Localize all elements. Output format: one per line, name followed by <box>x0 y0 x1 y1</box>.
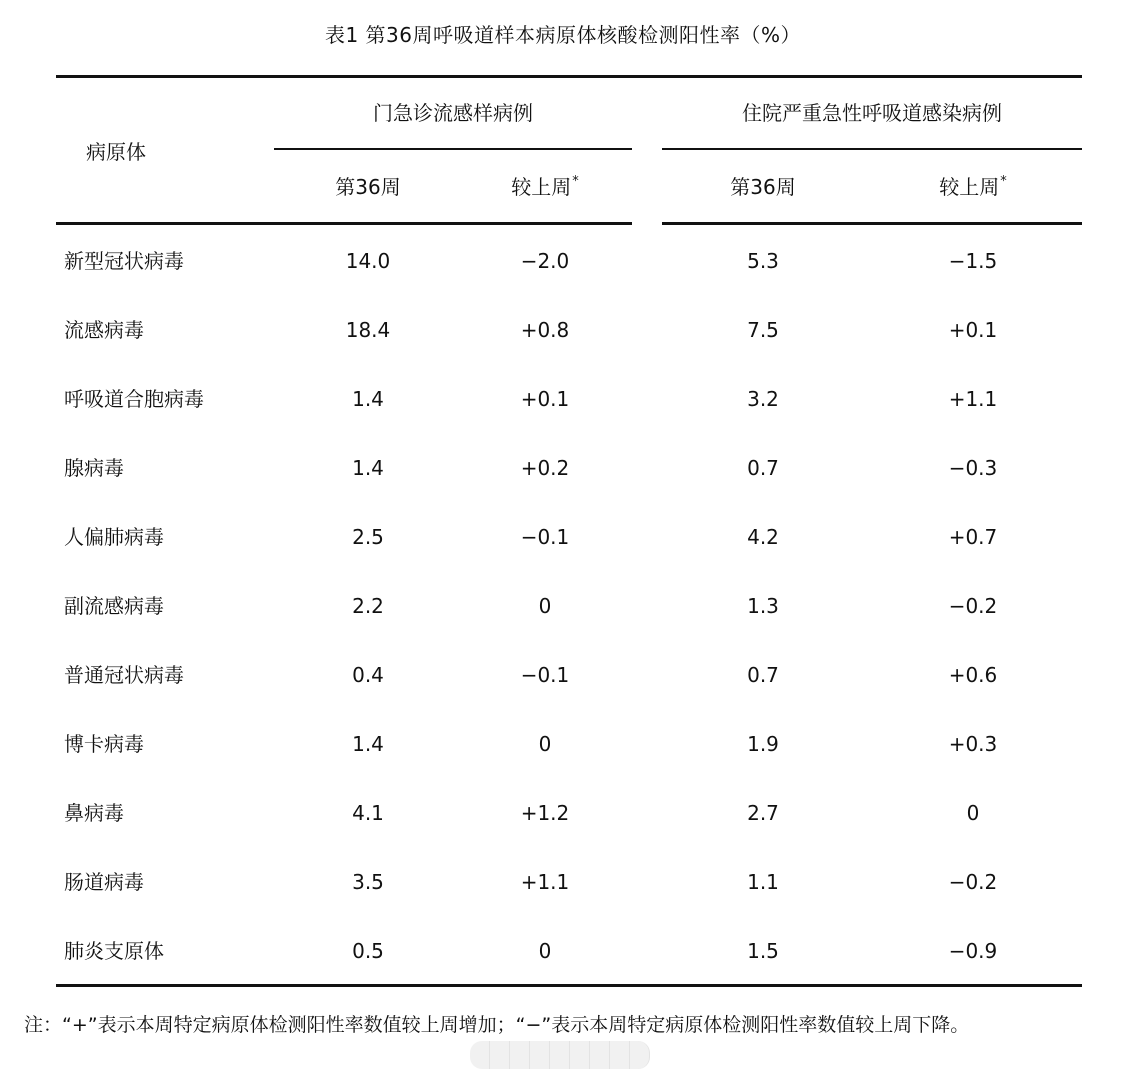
row-op-change-value: +1.2 <box>520 801 570 825</box>
row-ip-change-value: −1.5 <box>948 249 998 273</box>
header-ip-change-label: 较上周 <box>939 175 1000 199</box>
row-ip-change-value: +0.6 <box>948 663 998 687</box>
row-op-week-value: 1.4 <box>352 387 384 411</box>
watermark-strip <box>470 1040 660 1070</box>
header-group-inpatient: 住院严重急性呼吸道感染病例 <box>742 101 1002 125</box>
header-op-week: 第36周 <box>335 175 401 199</box>
table-bottom-rule <box>56 984 1082 987</box>
row-op-week-value: 3.5 <box>352 870 384 894</box>
header-pathogen: 病原体 <box>86 140 146 164</box>
row-op-week-value: 2.2 <box>352 594 384 618</box>
row-pathogen-name: 副流感病毒 <box>64 594 164 618</box>
row-op-change-value: 0 <box>538 594 552 618</box>
header-ip-week: 第36周 <box>730 175 796 199</box>
row-ip-week-value: 1.3 <box>747 594 779 618</box>
row-op-week-value: 0.4 <box>352 663 384 687</box>
row-ip-change-value: +1.1 <box>948 387 998 411</box>
header-op-change <box>485 172 605 202</box>
row-ip-week-value: 3.2 <box>747 387 779 411</box>
row-ip-change-value: +0.3 <box>948 732 998 756</box>
watermark-segment <box>470 1041 490 1069</box>
row-op-week-value: 18.4 <box>345 318 391 342</box>
header-op-change-label: 较上周 <box>511 175 572 199</box>
row-ip-week-value: 1.9 <box>747 732 779 756</box>
row-ip-change-value: 0 <box>966 801 980 825</box>
row-ip-week-value: 5.3 <box>747 249 779 273</box>
row-op-week-value: 2.5 <box>352 525 384 549</box>
row-pathogen-name: 腺病毒 <box>64 456 124 480</box>
watermark-segment <box>570 1041 590 1069</box>
row-ip-week-value: 2.7 <box>747 801 779 825</box>
row-op-change-value: +1.1 <box>520 870 570 894</box>
watermark-segment <box>530 1041 550 1069</box>
row-op-week-value: 14.0 <box>345 249 391 273</box>
header-op-change-mark: * <box>572 174 579 189</box>
row-op-change-value: −2.0 <box>520 249 570 273</box>
row-ip-change-value: +0.1 <box>948 318 998 342</box>
row-ip-change-value: +0.7 <box>948 525 998 549</box>
watermark-segment <box>490 1041 510 1069</box>
watermark-segment <box>630 1041 650 1069</box>
row-pathogen-name: 鼻病毒 <box>64 801 124 825</box>
table-title: 表1 第36周呼吸道样本病原体核酸检测阳性率（%） <box>324 23 802 47</box>
row-op-change-value: −0.1 <box>520 525 570 549</box>
row-op-week-value: 1.4 <box>352 732 384 756</box>
row-ip-week-value: 4.2 <box>747 525 779 549</box>
row-op-change-value: +0.8 <box>520 318 570 342</box>
group-outpatient-rule <box>274 148 632 150</box>
watermark-segment <box>550 1041 570 1069</box>
row-pathogen-name: 肺炎支原体 <box>64 939 164 963</box>
row-pathogen-name: 肠道病毒 <box>64 870 144 894</box>
row-op-week-value: 1.4 <box>352 456 384 480</box>
watermark-segment <box>510 1041 530 1069</box>
row-ip-week-value: 0.7 <box>747 456 779 480</box>
watermark-segment <box>610 1041 630 1069</box>
row-pathogen-name: 呼吸道合胞病毒 <box>64 387 204 411</box>
row-op-change-value: 0 <box>538 939 552 963</box>
row-ip-change-value: −0.3 <box>948 456 998 480</box>
row-ip-change-value: −0.2 <box>948 870 998 894</box>
row-ip-change-value: −0.9 <box>948 939 998 963</box>
row-ip-week-value: 0.7 <box>747 663 779 687</box>
row-ip-week-value: 1.1 <box>747 870 779 894</box>
row-op-change-value: 0 <box>538 732 552 756</box>
header-ip-change <box>913 172 1033 202</box>
watermark-segment <box>590 1041 610 1069</box>
header-bottom-rule-right <box>662 222 1082 225</box>
row-op-change-value: +0.1 <box>520 387 570 411</box>
table-top-rule <box>56 75 1082 78</box>
row-op-change-value: +0.2 <box>520 456 570 480</box>
row-pathogen-name: 流感病毒 <box>64 318 144 342</box>
row-ip-week-value: 7.5 <box>747 318 779 342</box>
table-footnote: 注：“+”表示本周特定病原体检测阳性率数值较上周增加；“−”表示本周特定病原体检测阳性率数值较上周下降。 <box>24 1014 970 1036</box>
row-pathogen-name: 人偏肺病毒 <box>64 525 164 549</box>
row-op-week-value: 4.1 <box>352 801 384 825</box>
row-op-week-value: 0.5 <box>352 939 384 963</box>
row-ip-change-value: −0.2 <box>948 594 998 618</box>
group-inpatient-rule <box>662 148 1082 150</box>
row-pathogen-name: 普通冠状病毒 <box>64 663 184 687</box>
row-ip-week-value: 1.5 <box>747 939 779 963</box>
header-bottom-rule-left <box>56 222 632 225</box>
row-op-change-value: −0.1 <box>520 663 570 687</box>
row-pathogen-name: 新型冠状病毒 <box>64 249 184 273</box>
header-ip-change-mark: * <box>1000 174 1007 189</box>
row-pathogen-name: 博卡病毒 <box>64 732 144 756</box>
header-group-outpatient: 门急诊流感样病例 <box>373 101 533 125</box>
